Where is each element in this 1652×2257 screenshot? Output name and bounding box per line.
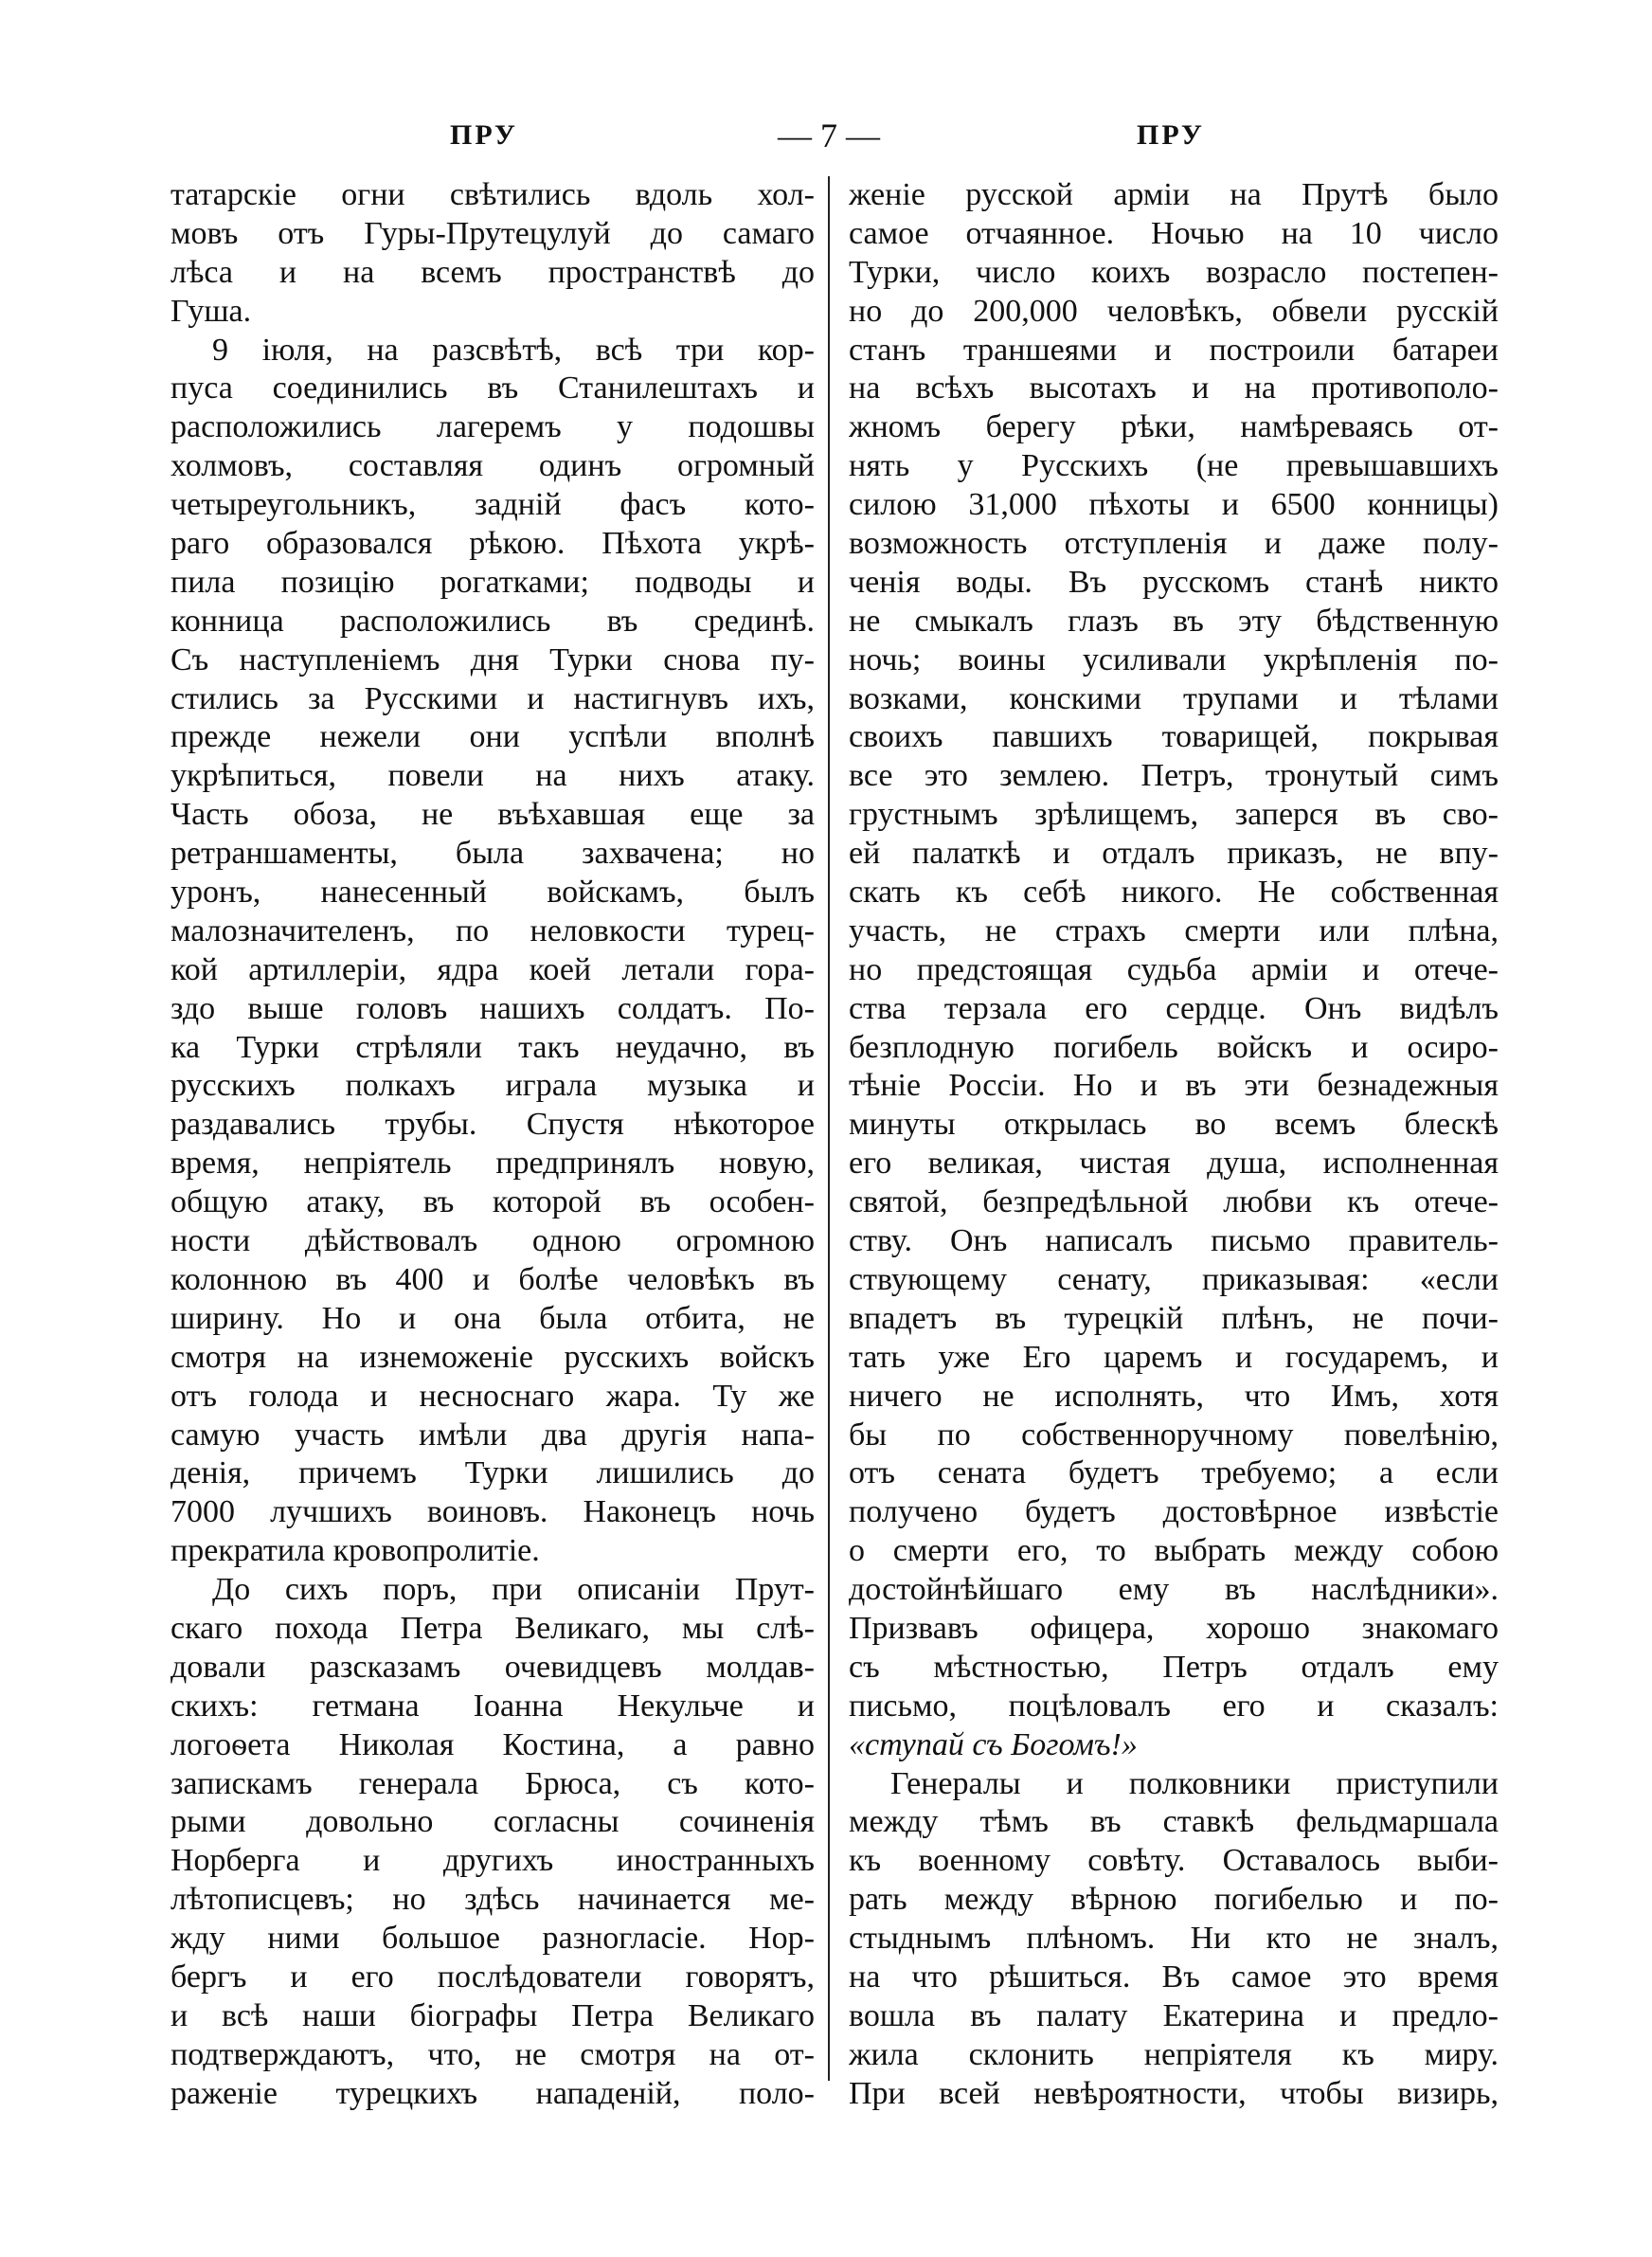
left-text-column (171, 176, 815, 2114)
text-line: ства терзала его сердце. Онъ видѣлъ (849, 990, 1499, 1026)
text-line: все это землею. Петръ, тронутый симъ (849, 758, 1499, 794)
text-line: русскихъ полкахъ играла музыка и (171, 1068, 815, 1104)
text-line: скать къ себѣ никого. Не собственная (849, 875, 1499, 911)
text-line: Съ наступленіемъ дня Турки снова пу- (171, 641, 815, 677)
text-line: съ мѣстностью, Петръ отдалъ ему (849, 1649, 1499, 1685)
text-line: возками, конскими трупами и тѣлами (849, 680, 1499, 716)
text-line: колонною въ 400 и болѣе человѣкъ въ (171, 1261, 815, 1297)
text-line: но предстоящая судьба арміи и отече- (849, 951, 1499, 987)
text-line: 9 іюля, на разсвѣтѣ, всѣ три кор- (212, 332, 815, 368)
column-divider (828, 176, 830, 2081)
text-line: на всѣхъ высотахъ и на противополо- (849, 370, 1499, 406)
text-line: Призвавъ офицера, хорошо знакомаго (849, 1610, 1499, 1646)
text-line: лѣса и на всемъ пространствѣ до (171, 254, 815, 290)
text-line: уронъ, нанесенный войскамъ, былъ (171, 875, 815, 911)
text-line: впадетъ въ турецкій плѣнъ, не почи- (849, 1300, 1499, 1336)
text-line: Генералы и полковники приступили (890, 1765, 1499, 1801)
text-line: запискамъ генерала Брюса, съ кото- (171, 1765, 815, 1801)
text-line: раздавались трубы. Спустя нѣкоторое (171, 1107, 815, 1143)
text-line: письмо, поцѣловалъ его и сказалъ: (849, 1688, 1499, 1724)
text-line: расположились лагеремъ у подошвы (171, 409, 815, 445)
text-line: пила позицію рогатками; подводы и (171, 564, 815, 600)
text-line: между тѣмъ въ ставкѣ фельдмаршала (849, 1804, 1499, 1840)
text-line: отъ голода и несноснаго жара. Ту же (171, 1378, 815, 1414)
text-line: къ военному совѣту. Оставалось выби- (849, 1843, 1499, 1879)
text-line: тѣніе Россіи. Но и въ эти безнадежныя (849, 1068, 1499, 1104)
text-line: скаго похода Петра Великаго, мы слѣ- (171, 1610, 815, 1646)
text-line: время, непріятель предпринялъ новую, (171, 1146, 815, 1182)
text-line: общую атаку, въ которой въ особен- (171, 1184, 815, 1220)
page-number: — 7 — (778, 117, 880, 154)
text-line: прекратила кровопролитіе. (171, 1533, 540, 1569)
text-line: До сихъ поръ, при описаніи Прут- (212, 1572, 815, 1608)
text-line: малозначителенъ, по неловкости турец- (171, 912, 815, 948)
text-line: безплодную погибель войскъ и осиро- (849, 1029, 1499, 1065)
text-line: логоѳета Николая Костина, а равно (171, 1726, 815, 1762)
text-line: ка Турки стрѣляли такъ неудачно, въ (171, 1029, 815, 1065)
text-line: «ступай съ Богомъ!» (849, 1726, 1138, 1762)
text-line: рыми довольно согласны сочиненія (171, 1804, 815, 1840)
text-line: мовъ отъ Гуры-Прутецулуй до самаго (171, 215, 815, 251)
text-line: Гуша. (171, 293, 252, 329)
text-line: достойнѣйшаго ему въ наслѣдники». (849, 1572, 1499, 1608)
text-line: Норберга и другихъ иностранныхъ (171, 1843, 815, 1879)
text-line: жномъ берегу рѣки, намѣреваясь от- (849, 409, 1499, 445)
text-line: возможность отступленія и даже полу- (849, 526, 1499, 562)
text-line: силою 31,000 пѣхоты и 6500 конницы) (849, 487, 1499, 523)
text-line: станъ траншеями и построили батареи (849, 332, 1499, 368)
text-line: раго образовался рѣкою. Пѣхота укрѣ- (171, 526, 815, 562)
text-line: отъ сената будетъ требуемо; а если (849, 1455, 1499, 1491)
text-line: ночь; воины усиливали укрѣпленія по- (849, 641, 1499, 677)
text-line: о смерти его, то выбрать между собою (849, 1533, 1499, 1569)
text-line: нять у Русскихъ (не превышавшихъ (849, 448, 1499, 484)
text-line: жду ними большое разногласіе. Нор- (171, 1921, 815, 1957)
text-line: четыреугольникъ, задній фасъ кото- (171, 487, 815, 523)
text-line: смотря на изнеможеніе русскихъ войскъ (171, 1339, 815, 1375)
text-line: минуты открылась во всемъ блескѣ (849, 1107, 1499, 1143)
text-line: тать уже Его царемъ и государемъ, и (849, 1339, 1499, 1375)
text-line: самое отчаянное. Ночью на 10 число (849, 215, 1499, 251)
text-line: прежде нежели они успѣли вполнѣ (171, 719, 815, 755)
text-line: денія, причемъ Турки лишились до (171, 1455, 815, 1491)
text-line: но до 200,000 человѣкъ, обвели русскій (849, 293, 1499, 329)
text-line: жила склонить непріятеля къ миру. (849, 2036, 1499, 2072)
text-line: не смыкалъ глазъ въ эту бѣдственную (849, 603, 1499, 639)
text-line: Часть обоза, не въѣхавшая еще за (171, 797, 815, 833)
text-line: на что рѣшиться. Въ самое это время (849, 1959, 1499, 1995)
text-line: кой артиллеріи, ядра коей летали гора- (171, 951, 815, 987)
text-line: вошла въ палату Екатерина и предло- (849, 1997, 1499, 2033)
text-line: участь, не страхъ смерти или плѣна, (849, 912, 1499, 948)
text-line: Турки, число коихъ возрасло постепен- (849, 254, 1499, 290)
text-line: ширину. Но и она была отбита, не (171, 1300, 815, 1336)
text-line: лѣтописцевъ; но здѣсь начинается ме- (171, 1882, 815, 1918)
text-line: подтверждаютъ, что, не смотря на от- (171, 2036, 815, 2072)
text-line: получено будетъ достовѣрное извѣстіе (849, 1494, 1499, 1530)
text-line: ствующему сенату, приказывая: «если (849, 1261, 1499, 1297)
text-line: довали разсказамъ очевидцевъ молдав- (171, 1649, 815, 1685)
text-line: здо выше головъ нашихъ солдатъ. По- (171, 990, 815, 1026)
text-line: рать между вѣрною погибелью и по- (849, 1882, 1499, 1918)
text-line: татарскіе огни свѣтились вдоль хол- (171, 177, 815, 212)
right-text-column (849, 176, 1499, 2114)
text-line: стыднымъ плѣномъ. Ни кто не зналъ, (849, 1921, 1499, 1957)
text-line: бергъ и его послѣдователи говорятъ, (171, 1959, 815, 1995)
text-line: 7000 лучшихъ воиновъ. Наконецъ ночь (171, 1494, 815, 1530)
text-line: пуса соединились въ Станилештахъ и (171, 370, 815, 406)
text-line: ченія воды. Въ русскомъ станѣ никто (849, 564, 1499, 600)
text-line: холмовъ, составляя одинъ огромный (171, 448, 815, 484)
text-line: ничего не исполнять, что Имъ, хотя (849, 1378, 1499, 1414)
text-line: конница расположились въ срединѣ. (171, 603, 815, 639)
text-line: ей палаткѣ и отдалъ приказъ, не впу- (849, 836, 1499, 872)
text-line: При всей невѣроятности, чтобы визирь, (849, 2075, 1499, 2111)
text-line: ству. Онъ написалъ письмо правитель- (849, 1223, 1499, 1259)
header-left-keyword: ПРУ (450, 119, 518, 151)
text-line: своихъ павшихъ товарищей, покрывая (849, 719, 1499, 755)
text-line: ретраншаменты, была захвачена; но (171, 836, 815, 872)
text-line: святой, безпредѣльной любви къ отече- (849, 1184, 1499, 1220)
header-right-keyword: ПРУ (1137, 119, 1205, 151)
text-line: раженіе турецкихъ нападеній, поло- (171, 2075, 815, 2111)
running-head (0, 112, 1652, 159)
text-line: и всѣ наши біографы Петра Великаго (171, 1997, 815, 2033)
text-line: бы по собственноручному повелѣнію, (849, 1417, 1499, 1453)
text-line: стились за Русскими и настигнувъ ихъ, (171, 680, 815, 716)
text-line: укрѣпиться, повели на нихъ атаку. (171, 758, 815, 794)
text-line: скихъ: гетмана Іоанна Некульче и (171, 1688, 815, 1724)
text-line: грустнымъ зрѣлищемъ, заперся въ сво- (849, 797, 1499, 833)
text-line: ности дѣйствовалъ одною огромною (171, 1223, 815, 1259)
text-line: самую участь имѣли два другія напа- (171, 1417, 815, 1453)
text-line: женіе русской арміи на Прутѣ было (849, 177, 1499, 212)
text-line: его великая, чистая душа, исполненная (849, 1146, 1499, 1182)
